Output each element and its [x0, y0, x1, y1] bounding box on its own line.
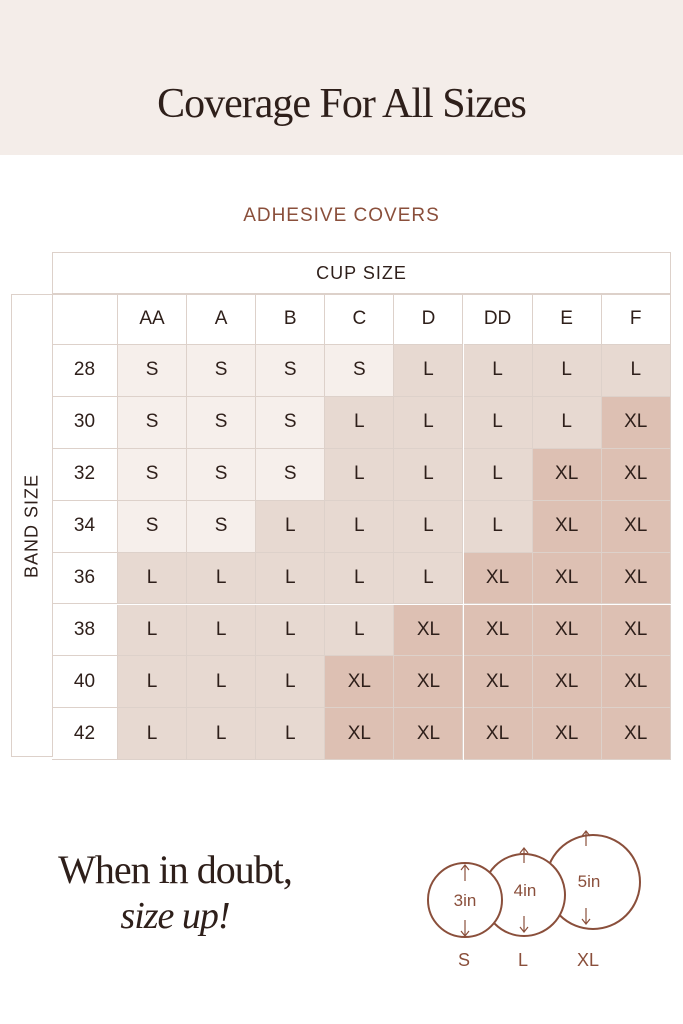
cup-header-a: A — [187, 294, 256, 345]
size-cell-28-d: L — [394, 345, 463, 397]
tagline — [40, 847, 310, 939]
band-label-38: 38 — [52, 605, 118, 657]
band-label-30: 30 — [52, 397, 118, 449]
size-cell-42-aa: L — [118, 708, 187, 760]
xl-diameter: 5in — [577, 872, 601, 891]
cup-header-aa: AA — [118, 294, 187, 345]
band-label-32: 32 — [52, 449, 118, 501]
size-cell-36-e: XL — [533, 553, 602, 605]
size-cell-42-d: XL — [394, 708, 463, 760]
size-label-s: S — [458, 950, 471, 970]
size-cell-40-dd: XL — [464, 656, 533, 708]
hero-banner — [0, 0, 683, 155]
cup-header-dd: DD — [464, 294, 533, 345]
size-cell-42-a: L — [187, 708, 256, 760]
size-label-xl: XL — [577, 950, 600, 970]
size-cell-36-aa: L — [118, 553, 187, 605]
size-cell-40-d: XL — [394, 656, 463, 708]
size-cell-36-a: L — [187, 553, 256, 605]
size-circles-diagram — [420, 820, 660, 990]
cup-header-c: C — [325, 294, 394, 345]
size-cell-36-b: L — [256, 553, 325, 605]
size-cell-30-d: L — [394, 397, 463, 449]
size-cell-40-aa: L — [118, 656, 187, 708]
size-cell-38-f: XL — [602, 605, 671, 657]
size-cell-28-f: L — [602, 345, 671, 397]
size-cell-30-c: L — [325, 397, 394, 449]
size-label-l: L — [518, 950, 529, 970]
tagline-line-1: When in doubt, — [58, 847, 292, 892]
size-cell-42-c: XL — [325, 708, 394, 760]
size-cell-38-d: XL — [394, 605, 463, 657]
size-cell-34-aa: S — [118, 501, 187, 553]
l-diameter: 4in — [513, 881, 537, 900]
size-cell-38-aa: L — [118, 605, 187, 657]
size-cell-28-b: S — [256, 345, 325, 397]
size-cell-40-e: XL — [533, 656, 602, 708]
size-cell-34-e: XL — [533, 501, 602, 553]
size-cell-36-dd: XL — [464, 553, 533, 605]
size-cell-38-c: L — [325, 605, 394, 657]
size-cell-32-e: XL — [533, 449, 602, 501]
size-cell-28-dd: L — [464, 345, 533, 397]
cup-header-d: D — [394, 294, 463, 345]
size-cell-38-dd: XL — [464, 605, 533, 657]
size-cell-36-f: XL — [602, 553, 671, 605]
size-cell-34-f: XL — [602, 501, 671, 553]
cup-header-e: E — [533, 294, 602, 345]
size-cell-42-b: L — [256, 708, 325, 760]
band-label-40: 40 — [52, 656, 118, 708]
size-cell-30-dd: L — [464, 397, 533, 449]
size-cell-28-a: S — [187, 345, 256, 397]
size-cell-34-dd: L — [464, 501, 533, 553]
band-size-label: BAND SIZE — [21, 473, 42, 578]
size-cell-40-c: XL — [325, 656, 394, 708]
s-diameter: 3in — [453, 891, 477, 910]
size-cell-42-e: XL — [533, 708, 602, 760]
size-cell-30-b: S — [256, 397, 325, 449]
size-cell-36-c: L — [325, 553, 394, 605]
cup-size-header: CUP SIZE — [52, 252, 671, 294]
size-cell-32-f: XL — [602, 449, 671, 501]
size-cell-42-f: XL — [602, 708, 671, 760]
size-cell-32-aa: S — [118, 449, 187, 501]
size-cell-42-dd: XL — [464, 708, 533, 760]
size-cell-30-a: S — [187, 397, 256, 449]
size-cell-28-c: S — [325, 345, 394, 397]
size-cell-40-b: L — [256, 656, 325, 708]
size-cell-30-e: L — [533, 397, 602, 449]
size-cell-28-e: L — [533, 345, 602, 397]
size-cell-28-aa: S — [118, 345, 187, 397]
cup-header-b: B — [256, 294, 325, 345]
size-cell-38-e: XL — [533, 605, 602, 657]
tagline-line-2: size up! — [120, 895, 230, 937]
size-cell-38-a: L — [187, 605, 256, 657]
band-label-42: 42 — [52, 708, 118, 760]
section-title: ADHESIVE COVERS — [243, 205, 440, 226]
size-cell-30-aa: S — [118, 397, 187, 449]
band-size-header — [11, 294, 52, 757]
size-cell-34-b: L — [256, 501, 325, 553]
band-label-28: 28 — [52, 345, 118, 397]
size-cell-34-a: S — [187, 501, 256, 553]
size-cell-34-c: L — [325, 501, 394, 553]
size-cell-32-dd: L — [464, 449, 533, 501]
band-label-36: 36 — [52, 553, 118, 605]
size-cell-30-f: XL — [602, 397, 671, 449]
band-label-34: 34 — [52, 501, 118, 553]
size-cell-38-b: L — [256, 605, 325, 657]
size-cell-32-c: L — [325, 449, 394, 501]
cup-header-f: F — [602, 294, 671, 345]
size-cell-36-d: L — [394, 553, 463, 605]
size-cell-32-d: L — [394, 449, 463, 501]
size-cell-34-d: L — [394, 501, 463, 553]
page-title: Coverage For All Sizes — [157, 81, 526, 127]
size-cell-40-f: XL — [602, 656, 671, 708]
size-cell-32-a: S — [187, 449, 256, 501]
size-cell-32-b: S — [256, 449, 325, 501]
table-corner — [52, 294, 118, 345]
size-cell-40-a: L — [187, 656, 256, 708]
